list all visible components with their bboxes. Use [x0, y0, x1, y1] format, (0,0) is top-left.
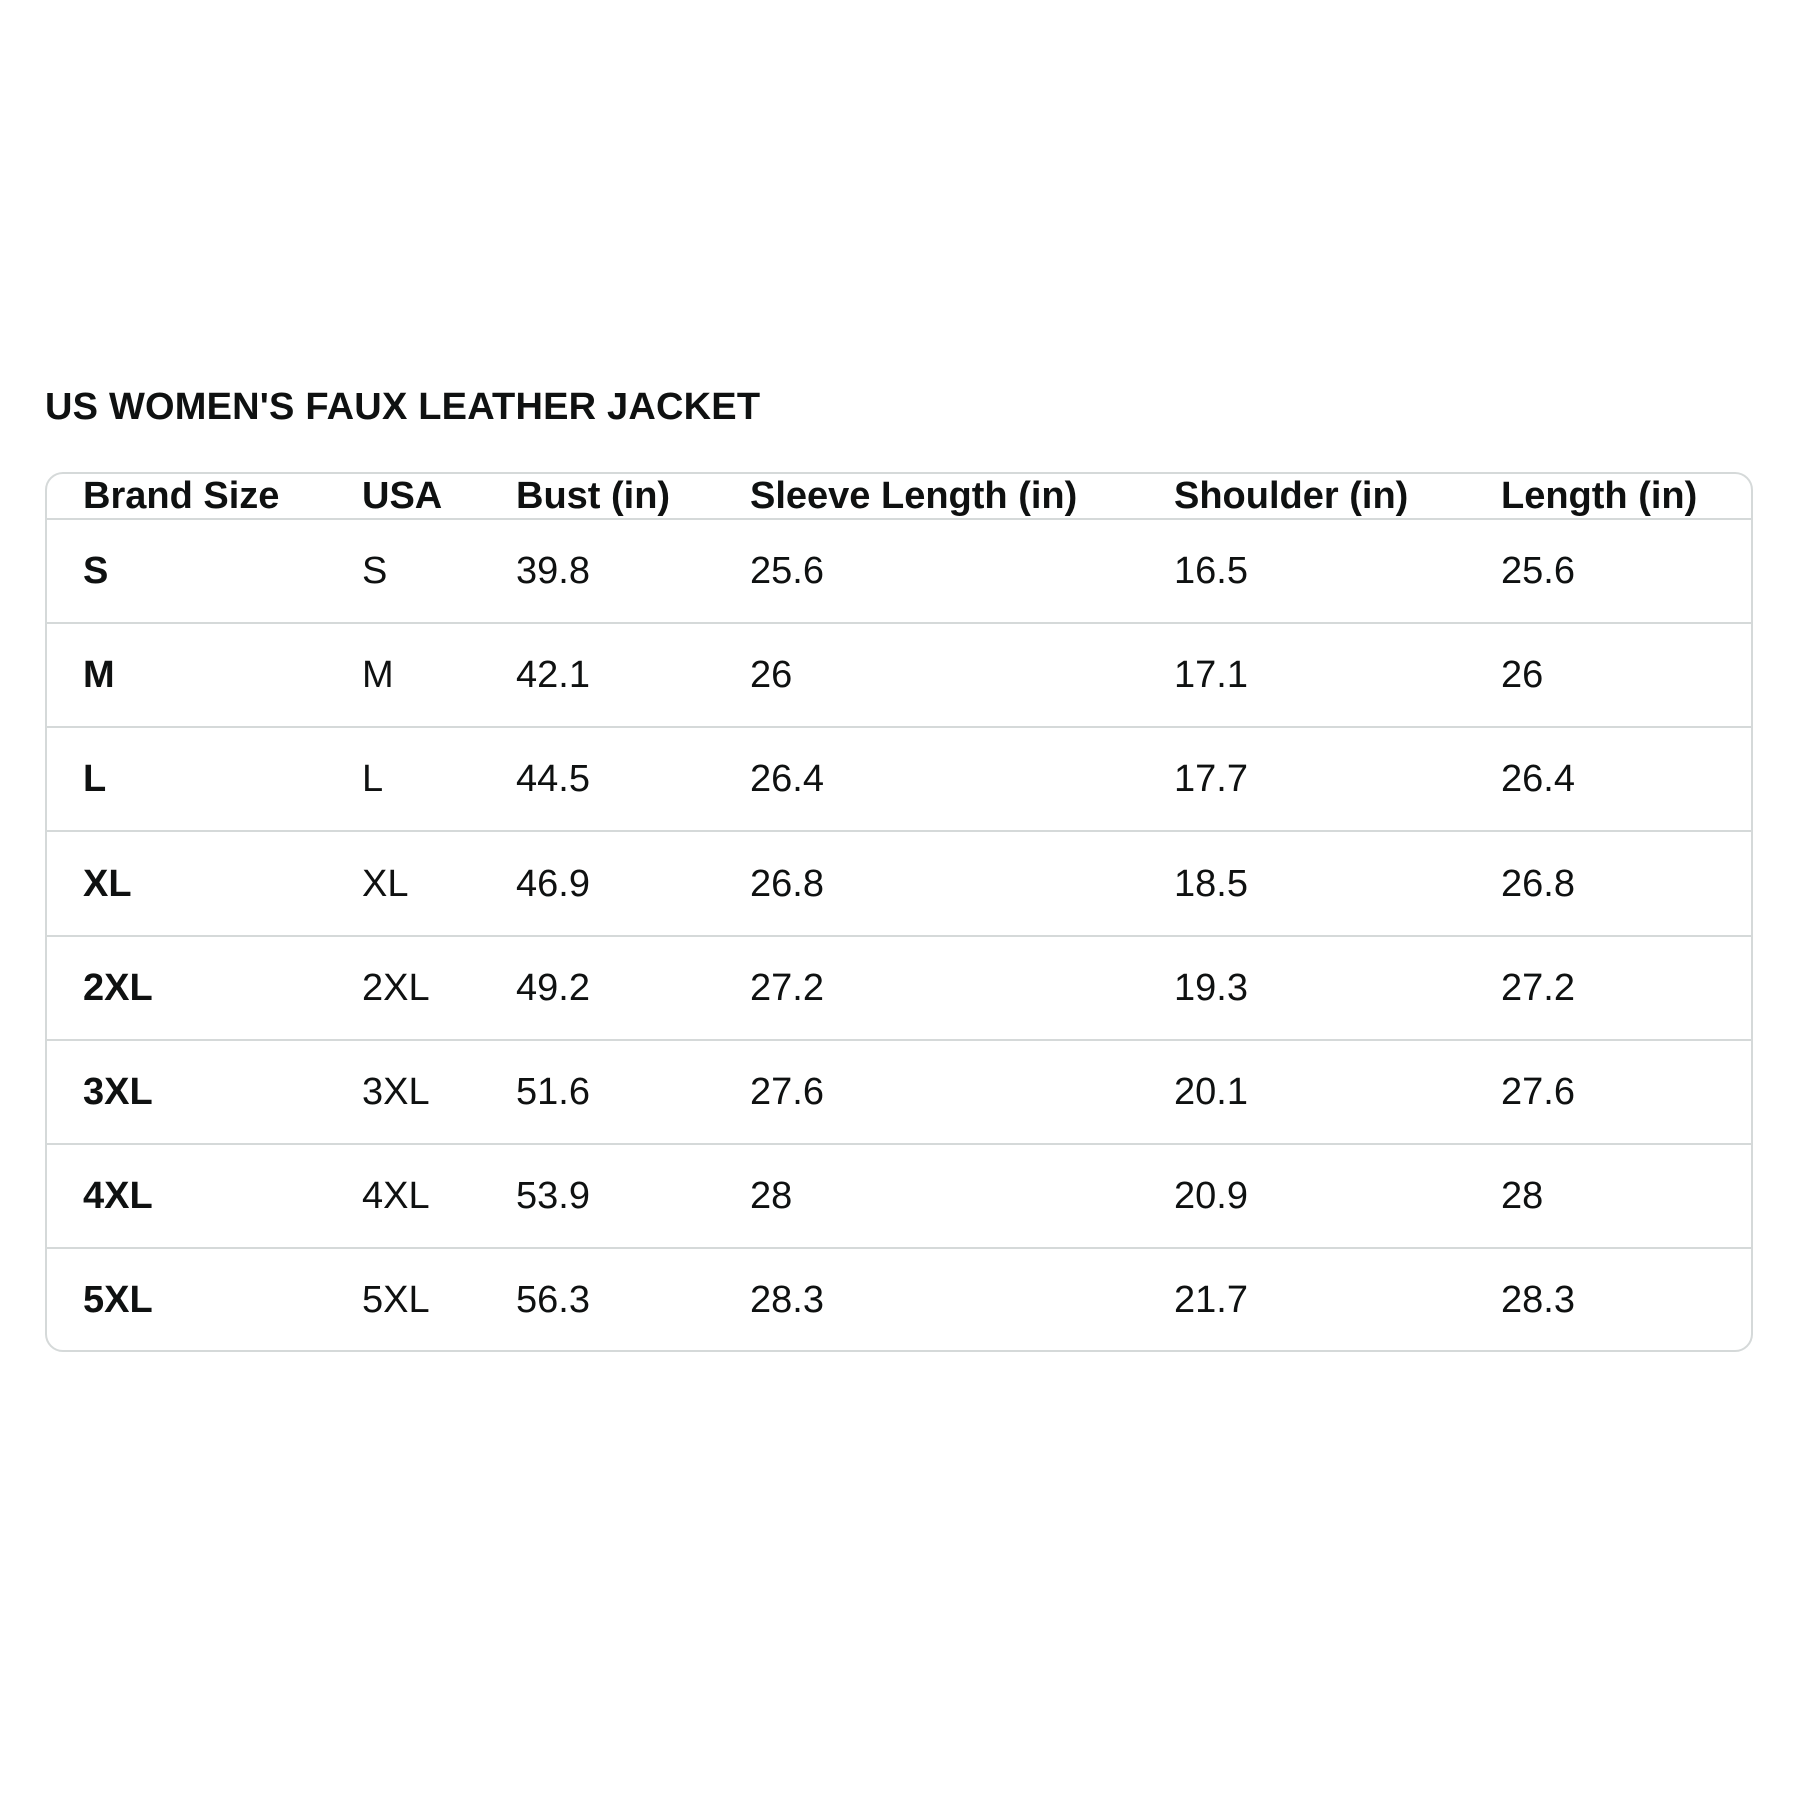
column-header-sleeve-length: Sleeve Length (in)	[714, 474, 1138, 519]
brand-size-cell: 3XL	[47, 1040, 326, 1144]
sleeve-length-cell: 28.3	[750, 1278, 824, 1321]
bust-cell: 46.9	[480, 831, 714, 935]
sleeve-length-cell: 27.6	[714, 1040, 1138, 1144]
usa-size-cell: M	[326, 623, 480, 727]
shoulder-cell: 17.1	[1138, 623, 1465, 727]
sleeve-length-cell: 26.4	[714, 727, 1138, 831]
size-chart-table	[47, 474, 1753, 1350]
bust-cell: 42.1	[480, 623, 714, 727]
brand-size-cell: 2XL	[47, 936, 326, 1040]
brand-size-cell: 5XL	[83, 1278, 153, 1321]
usa-size-cell: 3XL	[326, 1040, 480, 1144]
length-cell: 26	[1465, 623, 1753, 727]
usa-size-cell: 2XL	[326, 936, 480, 1040]
bust-cell: 39.8	[480, 519, 714, 623]
table-row	[47, 519, 1753, 623]
table-row	[47, 831, 1753, 935]
shoulder-cell: 21.7	[1174, 1278, 1248, 1321]
length-cell: 28.3	[1501, 1278, 1575, 1321]
length-cell: 26.8	[1465, 831, 1753, 935]
shoulder-cell: 20.1	[1138, 1040, 1465, 1144]
shoulder-cell: 18.5	[1138, 831, 1465, 935]
sleeve-length-cell: 25.6	[714, 519, 1138, 623]
sleeve-length-cell: 26.8	[714, 831, 1138, 935]
bust-cell: 56.3	[516, 1278, 590, 1321]
shoulder-cell: 16.5	[1138, 519, 1465, 623]
table-row	[47, 1040, 1753, 1144]
bust-cell: 49.2	[480, 936, 714, 1040]
usa-size-cell: XL	[326, 831, 480, 935]
column-header-length: Length (in)	[1465, 474, 1753, 519]
bust-cell: 44.5	[480, 727, 714, 831]
table-row	[47, 936, 1753, 1040]
shoulder-cell: 20.9	[1138, 1144, 1465, 1248]
column-header-bust: Bust (in)	[480, 474, 714, 519]
column-header-brand-size: Brand Size	[47, 474, 326, 519]
table-row	[47, 1248, 1753, 1350]
length-cell: 25.6	[1465, 519, 1753, 623]
brand-size-cell: 4XL	[47, 1144, 326, 1248]
usa-size-cell: 4XL	[326, 1144, 480, 1248]
column-header-usa: USA	[326, 474, 480, 519]
page-title: US WOMEN'S FAUX LEATHER JACKET	[45, 386, 761, 428]
usa-size-cell: S	[326, 519, 480, 623]
length-cell: 27.6	[1465, 1040, 1753, 1144]
brand-size-cell: L	[47, 727, 326, 831]
size-chart-table-container	[45, 472, 1753, 1352]
shoulder-cell: 17.7	[1138, 727, 1465, 831]
length-cell: 27.2	[1465, 936, 1753, 1040]
table-row	[47, 623, 1753, 727]
table-row	[47, 1144, 1753, 1248]
length-cell: 28	[1465, 1144, 1753, 1248]
brand-size-cell: XL	[47, 831, 326, 935]
table-row	[47, 727, 1753, 831]
sleeve-length-cell: 27.2	[714, 936, 1138, 1040]
usa-size-cell: 5XL	[362, 1278, 430, 1321]
length-cell: 26.4	[1465, 727, 1753, 831]
column-header-shoulder: Shoulder (in)	[1138, 474, 1465, 519]
bust-cell: 51.6	[480, 1040, 714, 1144]
table-header-row	[47, 474, 1753, 519]
bust-cell: 53.9	[480, 1144, 714, 1248]
sleeve-length-cell: 28	[714, 1144, 1138, 1248]
brand-size-cell: M	[47, 623, 326, 727]
brand-size-cell: S	[47, 519, 326, 623]
shoulder-cell: 19.3	[1138, 936, 1465, 1040]
sleeve-length-cell: 26	[714, 623, 1138, 727]
usa-size-cell: L	[326, 727, 480, 831]
